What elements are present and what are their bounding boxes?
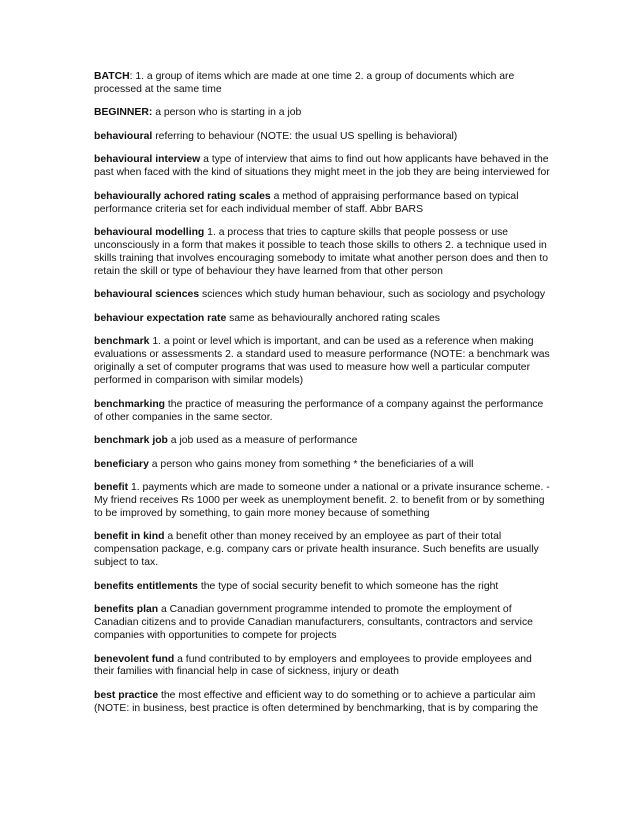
glossary-entry [94, 459, 550, 472]
glossary-term: benefit in kind [94, 531, 165, 543]
glossary-term: behavioural interview [94, 154, 201, 166]
glossary-entry [94, 336, 550, 388]
glossary-entry [94, 690, 550, 716]
glossary-term: behaviourally achored rating scales [94, 190, 271, 202]
glossary-entry [94, 227, 550, 279]
glossary-entry [94, 107, 550, 120]
glossary-term: best practice [94, 689, 159, 701]
glossary-definition: a type of interview that aims to find out how applicants have behaved in the past when faced with the kind of situations they might meet in the job they are being interviewed for [94, 154, 550, 179]
glossary-definition: referring to behaviour (NOTE: the usual US spelling is behavioral) [152, 130, 458, 142]
glossary-term: benevolent fund [94, 653, 175, 665]
glossary-definition: sciences which study human behaviour, such as sociology and psychology [199, 289, 546, 301]
glossary-entry [94, 604, 550, 643]
glossary-definition: a benefit other than money received by an employee as part of their total compensation package, e.g. company cars or private health insurance. Such benefits are usually subject to tax. [94, 531, 539, 569]
glossary-entry [94, 399, 550, 425]
glossary-page [94, 71, 550, 726]
glossary-definition: a method of appraising performance based on typical performance criteria set for each individual member of staff. Abbr BARS [94, 190, 519, 215]
glossary-entry [94, 581, 550, 594]
glossary-term: behavioural modelling [94, 227, 205, 239]
glossary-term: benefits entitlements [94, 580, 198, 592]
glossary-entry [94, 531, 550, 570]
glossary-definition: a fund contributed to by employers and employees to provide employees and their families with financial help in case of sickness, injury or death [94, 653, 532, 678]
glossary-definition: 1. payments which are made to someone under a national or a private insurance scheme. - My friend receives Rs 1000 per week as unemployment benefit. 2. to benefit from or by something to be improved by something, to gain more money because of something [94, 482, 550, 519]
glossary-term: behaviour expectation rate [94, 312, 227, 324]
glossary-definition: a person who is starting in a job [152, 107, 302, 119]
glossary-term: benchmarking [94, 398, 166, 410]
glossary-entry [94, 131, 550, 144]
glossary-definition: a person who gains money from something * the beneficiaries of a will [148, 458, 474, 470]
glossary-definition: the type of social security benefit to which someone has the right [197, 580, 499, 592]
glossary-term: benefits plan [94, 604, 159, 616]
glossary-entry [94, 154, 550, 180]
glossary-entry [94, 654, 550, 680]
glossary-entry [94, 289, 550, 302]
glossary-entry [94, 482, 550, 521]
glossary-entry [94, 191, 550, 217]
glossary-term: behavioural [94, 130, 153, 142]
glossary-definition: same as behaviourally anchored rating scales [226, 312, 440, 324]
glossary-definition: the practice of measuring the performance of a company against the performance of other companies in the same sector. [94, 398, 544, 423]
glossary-definition: : 1. a group of items which are made at one time 2. a group of documents which are processed at the same time [94, 71, 515, 95]
glossary-definition: a job used as a measure of performance [167, 435, 358, 447]
glossary-term: behavioural sciences [94, 289, 200, 301]
glossary-entry [94, 71, 550, 97]
glossary-term: benchmark job [94, 435, 168, 447]
glossary-term: benchmark [94, 336, 150, 348]
glossary-definition: 1. a point or level which is important, and can be used as a reference when making evaluations or assessments 2. a standard used to measure performance (NOTE: a benchmark was originally a set of computer programs that was used to measure how well a particular computer performed in comparison with similar models) [94, 336, 550, 387]
glossary-definition: 1. a process that tries to capture skills that people possess or use unconsciously in a form that makes it possible to teach those skills to others 2. a technique used in skills training that involves encouraging somebody to imitate what another person does and then to retain the skill or type of behaviour they have learned from that other person [94, 227, 548, 277]
glossary-term: BEGINNER: [94, 107, 153, 119]
glossary-term: benefit [94, 482, 129, 494]
glossary-term: BATCH [94, 71, 130, 82]
glossary-definition: the most effective and efficient way to do something or to achieve a particular aim (NOTE: in business, best practice is often determined by benchmarking, that is by comparing the [94, 689, 539, 714]
glossary-definition: a Canadian government programme intended to promote the employment of Canadian citizens and to provide Canadian manufacturers, consultants, contractors and service companies with opportunities to compete for projects [94, 604, 533, 641]
glossary-entry [94, 435, 550, 448]
glossary-term: beneficiary [94, 458, 149, 470]
glossary-entry [94, 313, 550, 326]
